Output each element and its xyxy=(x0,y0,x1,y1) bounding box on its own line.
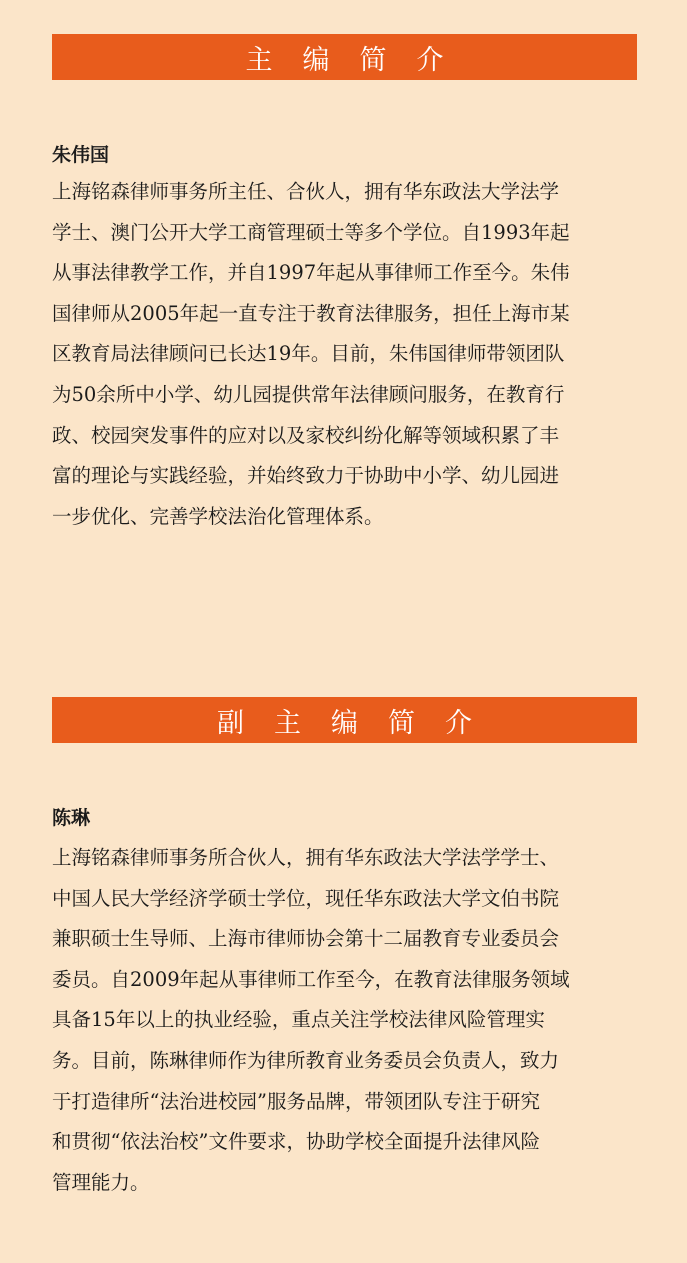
deputy-editor-bio-line: 管理能力。 xyxy=(52,1170,150,1194)
deputy-editor-bio xyxy=(52,838,642,1203)
editor-bio-line: 从事法律教学工作，并自1997年起从事律师工作至今。朱伟 xyxy=(52,261,570,285)
deputy-editor-name: 陈琳 xyxy=(52,807,91,829)
editor-bio-line: 学士、澳门公开大学工商管理硕士等多个学位。自1993年起 xyxy=(52,220,570,244)
editor-bio-line: 上海铭森律师事务所主任、合伙人，拥有华东政法大学法学 xyxy=(52,180,560,203)
deputy-editor-bio-line: 委员。自2009年起从事律师工作至今，在教育法律服务领域 xyxy=(52,967,570,991)
deputy-editor-heading-banner xyxy=(52,697,637,743)
deputy-editor-bio-line: 务。目前，陈琳律师作为律所教育业务委员会负责人，致力 xyxy=(52,1048,560,1072)
deputy-editor-bio-line: 于打造律所“法治进校园”服务品牌，带领团队专注于研究 xyxy=(52,1089,540,1113)
editor-name: 朱伟国 xyxy=(52,144,110,166)
deputy-editor-bio-line: 兼职硕士生导师、上海市律师协会第十二届教育专业委员会 xyxy=(52,927,560,951)
deputy-editor-bio-line: 中国人民大学经济学硕士学位，现任华东政法大学文伯书院 xyxy=(52,886,560,910)
editor-bio-line: 为50余所中小学、幼儿园提供常年法律顾问服务，在教育行 xyxy=(52,382,565,406)
editor-bio xyxy=(52,172,642,537)
editor-bio-line: 富的理论与实践经验，并始终致力于协助中小学、幼儿园进 xyxy=(52,464,560,488)
editor-heading: 主编简介 xyxy=(245,44,474,76)
deputy-editor-heading: 副主编简介 xyxy=(217,707,502,739)
editor-bio-line: 国律师从2005年起一直专注于教育法律服务，担任上海市某 xyxy=(52,301,570,325)
editor-bio-line: 政、校园突发事件的应对以及家校纠纷化解等领域积累了丰 xyxy=(52,423,560,447)
deputy-editor-bio-line: 和贯彻“依法治校”文件要求，协助学校全面提升法律风险 xyxy=(52,1130,540,1154)
editor-bio-line: 一步优化、完善学校法治化管理体系。 xyxy=(52,504,384,528)
deputy-editor-bio-line: 上海铭森律师事务所合伙人，拥有华东政法大学法学学士、 xyxy=(52,846,560,869)
deputy-editor-bio-line: 具备15年以上的执业经验，重点关注学校法律风险管理实 xyxy=(52,1008,545,1032)
editor-heading-banner xyxy=(52,34,637,80)
editor-bio-line: 区教育局法律顾问已长达19年。目前，朱伟国律师带领团队 xyxy=(52,342,565,366)
